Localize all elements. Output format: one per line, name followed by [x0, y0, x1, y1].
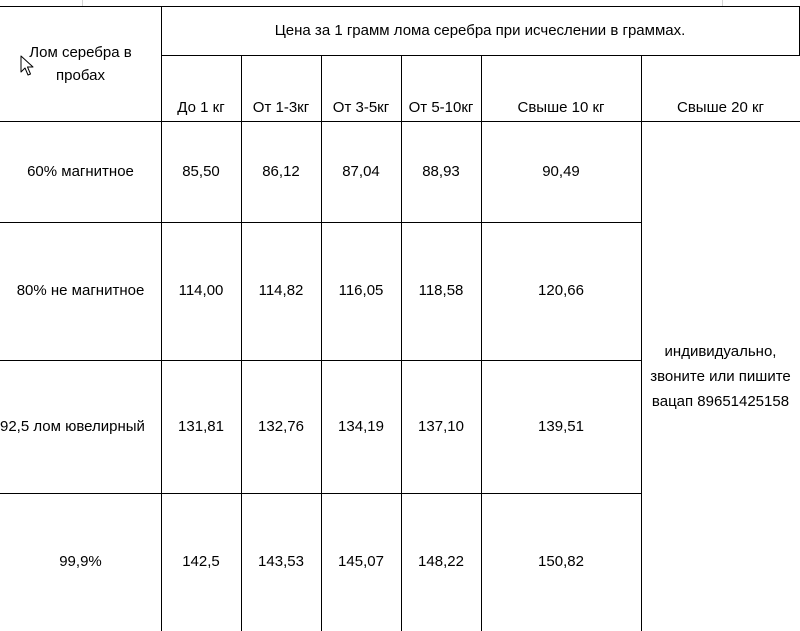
column-header-5-10kg[interactable]: От 5-10кг — [401, 55, 482, 122]
column-header-3-5kg[interactable]: От 3-5кг — [321, 55, 402, 122]
table-cell[interactable]: 114,82 — [241, 222, 322, 361]
table-cell[interactable]: 142,5 — [161, 493, 242, 631]
table-cell[interactable]: 139,51 — [481, 360, 642, 494]
table-cell[interactable]: 86,12 — [241, 121, 322, 223]
table-cell[interactable]: 118,58 — [401, 222, 482, 361]
table-cell[interactable]: 114,00 — [161, 222, 242, 361]
row-label-999[interactable]: 99,9% — [0, 493, 162, 631]
corner-header[interactable]: Лом серебра в пробах — [0, 6, 162, 122]
row-label-80-non-magnetic[interactable]: 80% не магнитное — [0, 222, 162, 361]
table-cell[interactable]: 87,04 — [321, 121, 402, 223]
table-cell[interactable]: 132,76 — [241, 360, 322, 494]
table-cell[interactable]: 85,50 — [161, 121, 242, 223]
row-label-60-magnetic[interactable]: 60% магнитное — [0, 121, 162, 223]
table-cell[interactable]: 88,93 — [401, 121, 482, 223]
mouse-pointer-icon — [20, 55, 36, 77]
row-label-925-jewelry[interactable]: 92,5 лом ювелирный — [0, 360, 162, 494]
table-cell[interactable]: 143,53 — [241, 493, 322, 631]
group-header[interactable]: Цена за 1 грамм лома серебра при исчеслении в граммах. — [161, 6, 800, 56]
column-header-over-10kg[interactable]: Свыше 10 кг — [481, 55, 642, 122]
over-20kg-note[interactable]: индивидуально, звоните или пишите вацап 89651425158 — [650, 342, 791, 410]
table-cell[interactable]: 116,05 — [321, 222, 402, 361]
table-cell[interactable]: 148,22 — [401, 493, 482, 631]
table-cell[interactable]: 90,49 — [481, 121, 642, 223]
column-header-1-3kg[interactable]: От 1-3кг — [241, 55, 322, 122]
table-cell[interactable]: 120,66 — [481, 222, 642, 361]
table-cell[interactable]: 150,82 — [481, 493, 642, 631]
column-header-up-to-1kg[interactable]: До 1 кг — [161, 55, 242, 122]
column-header-over-20kg[interactable]: Свыше 20 кг — [641, 55, 800, 122]
table-cell[interactable]: 134,19 — [321, 360, 402, 494]
table-cell[interactable]: 131,81 — [161, 360, 242, 494]
table-cell[interactable]: 145,07 — [321, 493, 402, 631]
table-cell[interactable]: 137,10 — [401, 360, 482, 494]
